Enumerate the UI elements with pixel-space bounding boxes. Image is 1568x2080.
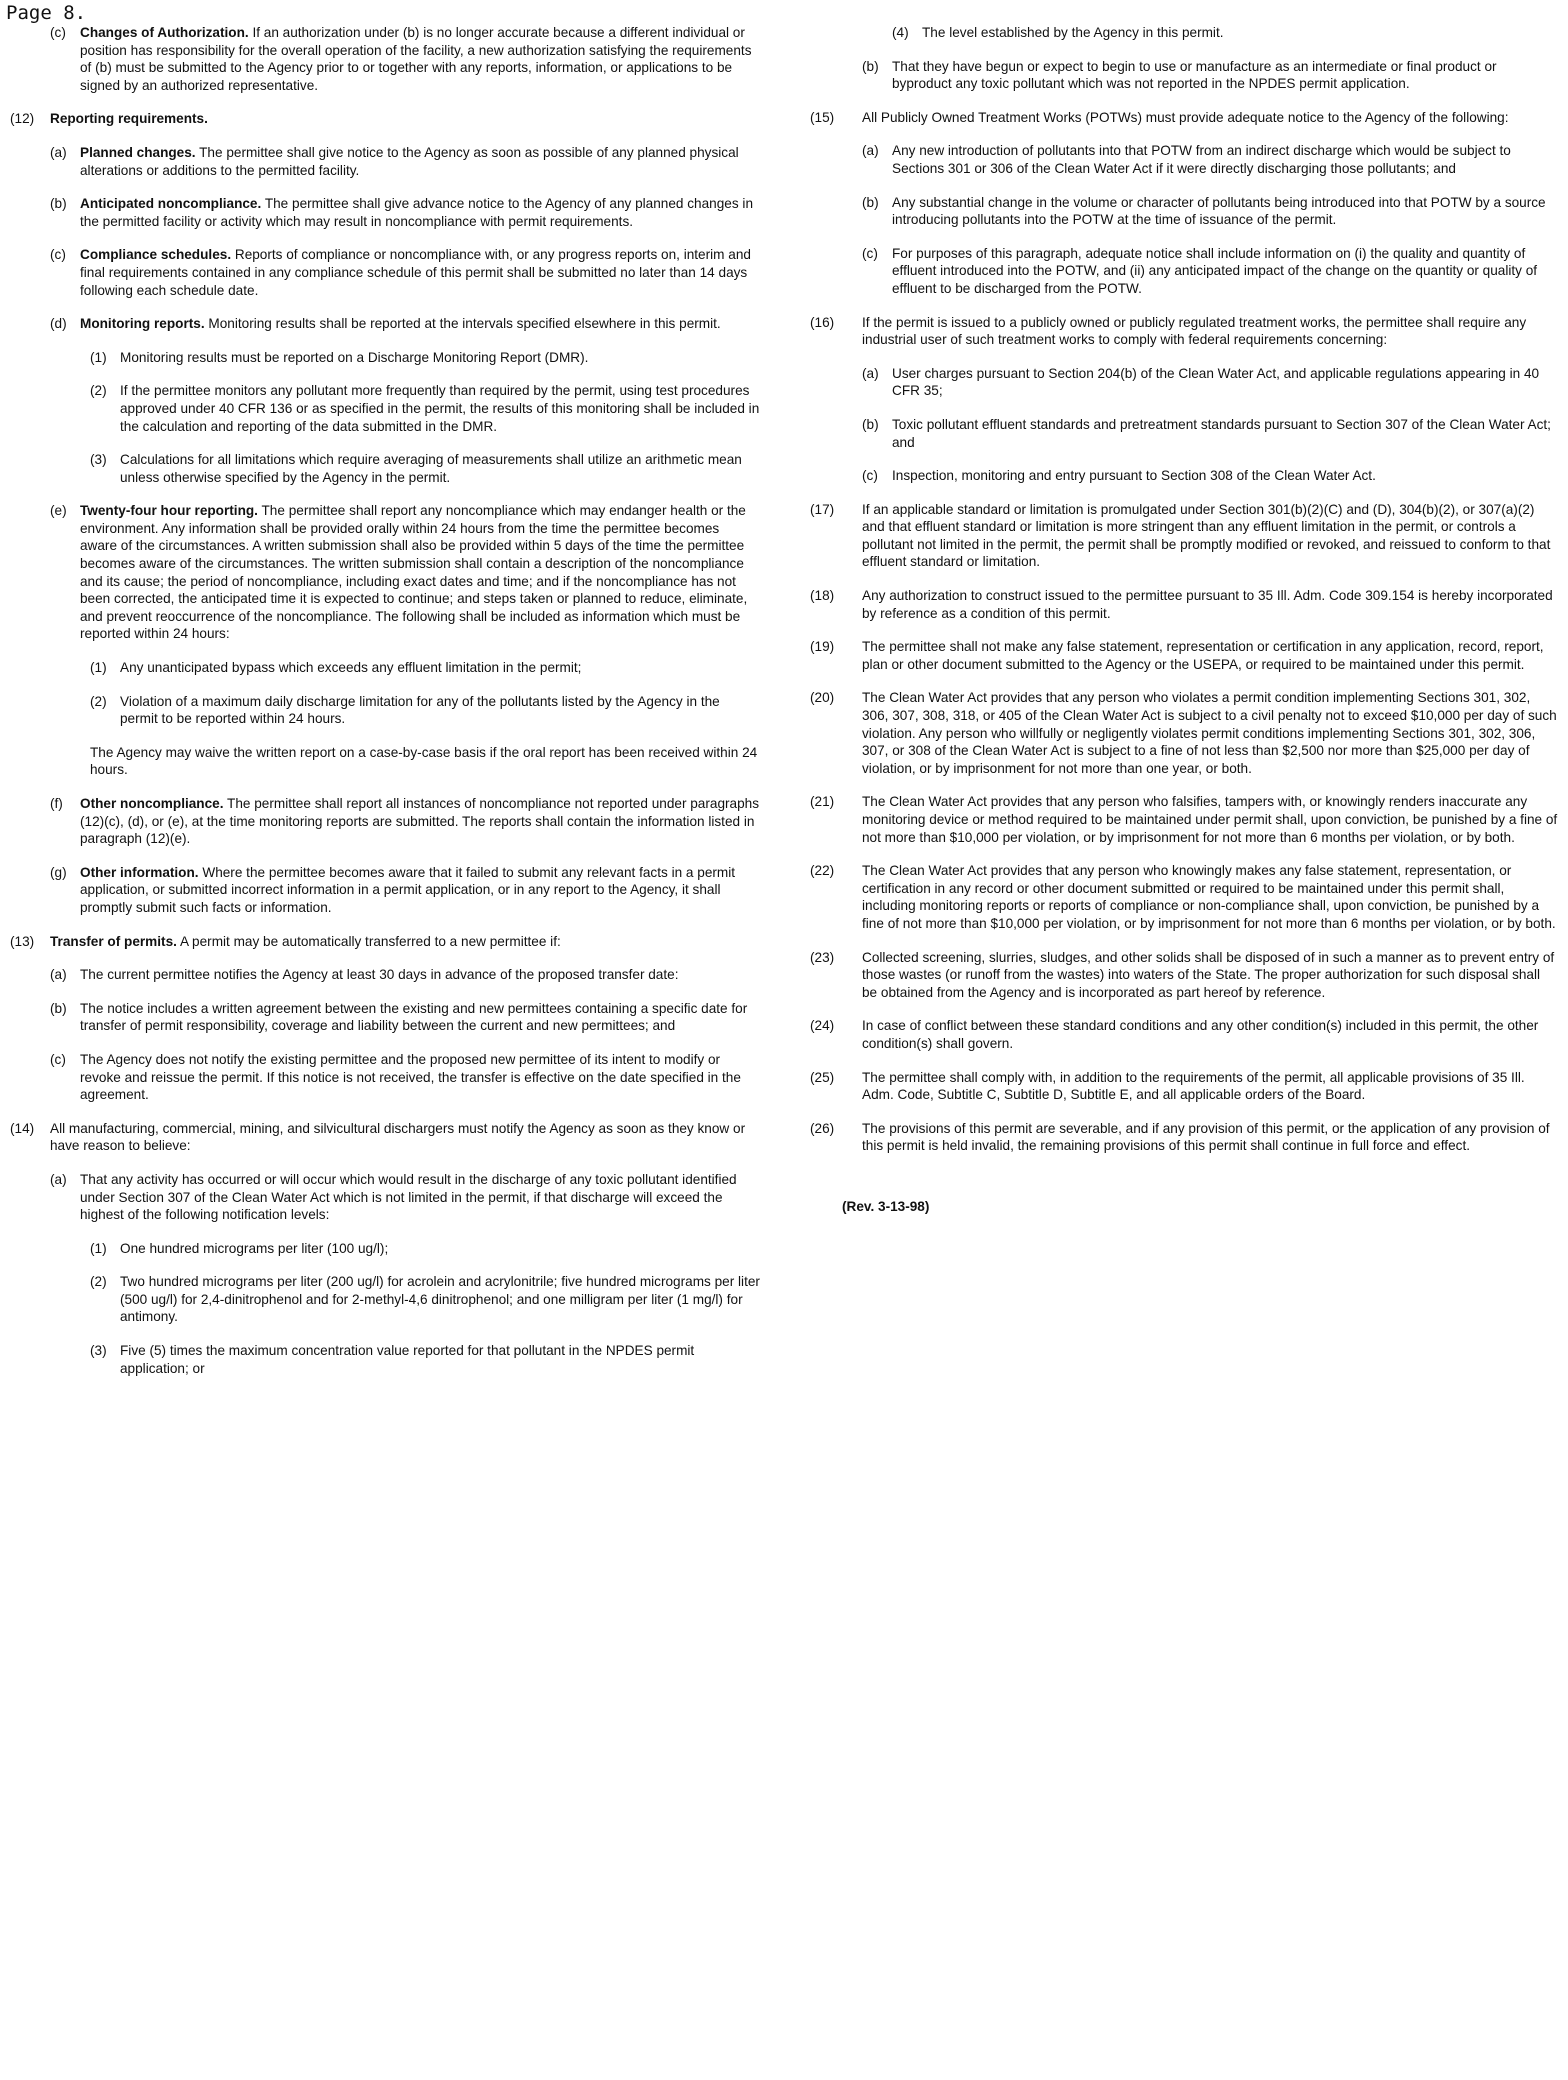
item-number: (2) (90, 1274, 107, 1290)
section-12b (50, 195, 760, 230)
item-text: That any activity has occurred or will occur which would result in the discharge of any toxic pollutant identified under Section 307 of the Clean Water Act which is not limited in the permit, if that discharge will exceed the highest of the following notification levels: (80, 1171, 737, 1223)
section-20 (810, 689, 1558, 777)
item-text: Toxic pollutant effluent standards and pretreatment standards pursuant to Section 307 of the Clean Water Act; and (892, 416, 1551, 450)
item-number: (23) (810, 949, 835, 965)
item-text: Inspection, monitoring and entry pursuant to Section 308 of the Clean Water Act. (892, 468, 1376, 484)
item-number: (a) (50, 144, 67, 160)
item-text: User charges pursuant to Section 204(b) of the Clean Water Act, and applicable regulations appearing in 40 CFR 35; (892, 365, 1540, 399)
item-heading: Planned changes. (80, 144, 196, 160)
item-number: (a) (50, 967, 67, 983)
item-text: The notice includes a written agreement between the existing and new permittees containing a specific date for transfer of permit responsibility, coverage and liability between the current and new permittees; and (80, 1000, 748, 1034)
section-12f (50, 795, 760, 848)
item-number: (19) (810, 639, 835, 655)
item-number: (a) (862, 365, 879, 381)
section-23 (810, 949, 1558, 1002)
section-12e-waiver (90, 744, 760, 779)
item-number: (21) (810, 794, 835, 810)
item-heading: Compliance schedules. (80, 247, 232, 263)
item-text: The Agency does not notify the existing permittee and the proposed new permittee of its intent to modify or revoke and reissue the permit. If this notice is not received, the transfer is effective on the date specified in the agreement. (80, 1051, 741, 1103)
item-number: (4) (892, 25, 909, 40)
item-text: The provisions of this permit are severable, and if any provision of this permit, or the application of any provision of this permit is held invalid, the remaining provisions of this permit shall continue in full force and effect. (862, 1120, 1550, 1154)
item-text: Monitoring results must be reported on a Discharge Monitoring Report (DMR). (120, 349, 589, 365)
item-text: The permittee shall give notice to the Agency as soon as possible of any planned physical alterations or additions to the permitted facility. (80, 144, 739, 178)
section-18 (810, 587, 1558, 622)
item-text: Any new introduction of pollutants into that POTW from an indirect discharge which would be subject to Sections 301 or 306 of the Clean Water Act if it were directly discharging those pollutants; and (892, 143, 1511, 176)
section-12a (50, 144, 760, 179)
item-number: (2) (90, 693, 107, 709)
item-text: The permittee shall report any noncompliance which may endanger health or the environment. Any information shall be provided orally within 24 hours from the time the permittee becomes aware of the circumstances. A written submission shall also be provided within 5 days of the time the permittee becomes aware of the circumstances. The written submission shall contain a description of the noncompliance and its cause; the period of noncompliance, including exact dates and time; and if the noncompliance has not been corrected, the anticipated time it is expected to continue; and steps taken or planned to reduce, eliminate, and prevent reoccurrence of the noncompliance. The following shall be included as information which must be reported within 24 hours: (80, 503, 748, 642)
section-25 (810, 1069, 1558, 1104)
section-22 (810, 862, 1558, 932)
section-12e1 (90, 659, 760, 677)
item-text: One hundred micrograms per liter (100 ug/l); (120, 1240, 389, 1256)
item-heading: Changes of Authorization. (80, 25, 249, 40)
item-heading: Twenty-four hour reporting. (80, 503, 258, 519)
section-c-authorization (50, 24, 760, 94)
item-number: (a) (862, 143, 879, 159)
section-12e2 (90, 693, 760, 728)
section-26 (810, 1120, 1558, 1155)
item-number: (16) (810, 314, 835, 330)
item-text: For purposes of this paragraph, adequate notice shall include information on (i) the quality and quantity of effluent introduced into the POTW, and (ii) any anticipated impact of the change on the quantity or quality of effluent to be discharged from the POTW. (892, 245, 1538, 296)
item-number: (20) (810, 690, 835, 706)
item-text: The Clean Water Act provides that any person who violates a permit condition implementing Sections 301, 302, 306, 307, 308, 318, or 405 of the Clean Water Act is subject to a civil penalty not to exceed $10,000 per day of such violation. Any person who willfully or negligently violates permit conditions implementing Sections 301, 302, 306, 307, or 308 of the Clean Water Act is subject to a fine of not less than $2,500 nor more than $25,000 per day of violation, or by imprisonment for not more than one year, or both. (862, 690, 1557, 776)
item-text: The Clean Water Act provides that any person who falsifies, tampers with, or knowingly renders inaccurate any monitoring device or method required to be maintained under permit shall, upon conviction, be punished by a fine of not more than $10,000 per violation, or by imprisonment for not more than 6 months per violation, or by both. (862, 794, 1558, 845)
section-12d (50, 315, 760, 333)
item-number: (17) (810, 501, 835, 517)
item-number: (c) (862, 245, 878, 261)
section-15 (810, 109, 1558, 127)
left-column (10, 24, 760, 1377)
section-14b (862, 58, 1558, 93)
section-24 (810, 1017, 1558, 1052)
item-text: If an applicable standard or limitation is promulgated under Section 301(b)(2)(C) and (D), 304(b)(2), or 307(a)(2) and that effluent standard or limitation is more stringent than any effluent limitation in the permit, or controls a pollutant not limited in the permit, the permit shall be promptly modified or revoked, and reissued to conform to that effluent standard or limitation. (862, 501, 1551, 570)
section-12g (50, 864, 760, 917)
section-13b (50, 1000, 760, 1035)
item-text: In case of conflict between these standard conditions and any other condition(s) included in this permit, the other condition(s) shall govern. (862, 1018, 1539, 1051)
section-13c (50, 1051, 760, 1104)
section-12e (50, 502, 760, 643)
item-text: Five (5) times the maximum concentration value reported for that pollutant in the NPDES permit application; or (120, 1343, 695, 1376)
item-number: (24) (810, 1018, 835, 1034)
item-text: A permit may be automatically transferred to a new permittee if: (179, 933, 561, 949)
item-text: The Clean Water Act provides that any person who knowingly makes any false statement, representation, or certification in any record or other document submitted or required to be maintained under this permit shall, including monitoring reports or reports of compliance or non-compliance shall, upon conviction, be punished by a fine of not more than $10,000 per violation, or by imprisonment for not more than 6 months per violation, or by both. (862, 863, 1556, 931)
item-number: (c) (50, 25, 66, 40)
item-text: Any substantial change in the volume or character of pollutants being introduced into that POTW by a source introducing pollutants into the POTW at the time of issuance of the permit. (892, 194, 1546, 228)
item-heading: Other information. (80, 864, 199, 880)
item-text: All Publicly Owned Treatment Works (POTWs) must provide adequate notice to the Agency of the following: (862, 109, 1509, 125)
item-number: (e) (50, 503, 67, 519)
item-number: (g) (50, 864, 67, 880)
item-number: (14) (10, 1120, 35, 1136)
section-14a1 (90, 1240, 760, 1258)
item-text: All manufacturing, commercial, mining, and silvicultural dischargers must notify the Agency as soon as they know or have reason to believe: (50, 1120, 746, 1154)
item-number: (c) (862, 468, 878, 484)
item-heading: Monitoring reports. (80, 316, 205, 332)
section-13 (10, 933, 760, 951)
item-number: (f) (50, 796, 63, 811)
item-text: If an authorization under (b) is no longer accurate because a different individual or position has responsibility for the overall operation of the facility, a new authorization satisfying the requirements of (b) must be submitted to the Agency prior to or together with any reports, information, or applications to be signed by an authorized representative. (80, 25, 752, 93)
section-21 (810, 793, 1558, 846)
section-14 (10, 1120, 760, 1155)
item-number: (13) (10, 933, 35, 949)
item-number: (c) (50, 247, 66, 263)
section-19 (810, 638, 1558, 673)
item-text: Calculations for all limitations which require averaging of measurements shall utilize an arithmetic mean unless otherwise specified by the Agency in the permit. (120, 452, 742, 485)
section-16c (862, 467, 1558, 485)
item-number: (3) (90, 452, 107, 468)
item-text: That they have begun or expect to begin to use or manufacture as an intermediate or final product or byproduct any toxic pollutant which was not reported in the NPDES permit application. (892, 58, 1497, 92)
item-text: The level established by the Agency in this permit. (922, 25, 1224, 40)
section-12d3 (90, 451, 760, 486)
item-heading: Transfer of permits. (50, 933, 177, 949)
item-text: The Agency may waive the written report on a case-by-case basis if the oral report has been received within 24 hours. (90, 744, 758, 778)
item-number: (a) (50, 1171, 67, 1187)
section-12c (50, 246, 760, 299)
item-number: (12) (10, 111, 35, 127)
item-number: (15) (810, 109, 835, 125)
item-number: (22) (810, 863, 835, 879)
item-text: Monitoring results shall be reported at the intervals specified elsewhere in this permit. (208, 316, 721, 332)
section-16a (862, 365, 1558, 400)
item-number: (b) (50, 196, 67, 212)
section-12d2 (90, 382, 760, 435)
item-heading: Reporting requirements. (50, 111, 208, 127)
item-text: If the permit is issued to a publicly owned or publicly regulated treatment works, the permittee shall require any industrial user of such treatment works to comply with federal requirements concerning: (862, 314, 1527, 348)
item-text: Collected screening, slurries, sludges, and other solids shall be disposed of in such a manner as to prevent entry of those wastes (or runoff from the wastes) into waters of the State. The proper authorization for such disposal shall be obtained from the Agency and is incorporated as part hereof by reference. (862, 949, 1555, 1000)
section-16 (810, 314, 1558, 349)
item-number: (b) (862, 58, 879, 74)
section-17 (810, 501, 1558, 571)
section-15c (862, 245, 1558, 298)
revision-date: (Rev. 3-13-98) (842, 1198, 930, 1214)
item-number: (1) (90, 349, 107, 365)
section-14a2 (90, 1273, 760, 1326)
section-13a (50, 966, 760, 984)
item-text: Two hundred micrograms per liter (200 ug/l) for acrolein and acrylonitrile; five hundred micrograms per liter (500 ug/l) for 2,4-dinitrophenol and for 2-methyl-4,6 dinitrophenol; and one milligram per liter (1 mg/l) for antimony. (120, 1274, 760, 1325)
item-heading: Other noncompliance. (80, 796, 224, 811)
page-label: Page 8. (6, 2, 87, 24)
item-text: The permittee shall comply with, in addition to the requirements of the permit, all applicable provisions of 35 Ill. Adm. Code, Subtitle C, Subtitle D, Subtitle E, and all applicable orders of the Board. (862, 1069, 1525, 1103)
item-text: Any unanticipated bypass which exceeds any effluent limitation in the permit; (120, 660, 582, 676)
item-text: If the permittee monitors any pollutant more frequently than required by the permit, using test procedures approved under 40 CFR 136 or as specified in the permit, the results of this monitoring shall be included in the calculation and reporting of the data submitted in the DMR. (120, 383, 760, 434)
item-number: (b) (862, 194, 879, 210)
item-number: (1) (90, 1240, 107, 1256)
section-12-header (10, 110, 760, 128)
right-column (810, 24, 1558, 1214)
item-text: The permittee shall give advance notice to the Agency of any planned changes in the permitted facility or activity which may result in noncompliance with permit requirements. (80, 196, 753, 229)
item-number: (b) (862, 416, 879, 432)
item-number: (b) (50, 1000, 67, 1016)
item-text: Violation of a maximum daily discharge limitation for any of the pollutants listed by the Agency in the permit to be reported within 24 hours. (120, 693, 720, 727)
section-15a (862, 142, 1558, 177)
section-14a (50, 1171, 760, 1224)
item-heading: Anticipated noncompliance. (80, 196, 262, 212)
item-text: Where the permittee becomes aware that it failed to submit any relevant facts in a permit application, or submitted incorrect information in a permit application, or in any report to the Agency, it shall promptly submit such facts or information. (80, 864, 736, 915)
item-number: (25) (810, 1069, 835, 1085)
section-12d1 (90, 349, 760, 367)
item-text: Any authorization to construct issued to the permittee pursuant to 35 Ill. Adm. Code 309.154 is hereby incorporated by reference as a condition of this permit. (862, 588, 1553, 621)
item-number: (18) (810, 588, 835, 604)
item-number: (3) (90, 1343, 107, 1359)
section-16b (862, 416, 1558, 451)
item-text: The permittee shall report all instances of noncompliance not reported under paragraphs (12)(c), (d), or (e), at the time monitoring reports are submitted. The reports shall contain the information listed in paragraph (12)(e). (80, 796, 760, 847)
item-text: Reports of compliance or noncompliance with, or any progress reports on, interim and final requirements contained in any compliance schedule of this permit shall be submitted no later than 14 days following each schedule date. (80, 247, 751, 298)
item-number: (26) (810, 1120, 835, 1136)
section-14a3 (90, 1342, 760, 1377)
item-number: (1) (90, 660, 107, 676)
section-14a4 (892, 24, 1558, 42)
item-number: (2) (90, 383, 107, 399)
item-text: The current permittee notifies the Agency at least 30 days in advance of the proposed transfer date: (80, 967, 679, 983)
item-text: The permittee shall not make any false statement, representation or certification in any application, record, report, plan or other document submitted to the Agency or the USEPA, or required to be maintained under this permit. (862, 639, 1544, 672)
item-number: (c) (50, 1051, 66, 1067)
section-15b (862, 194, 1558, 229)
item-number: (d) (50, 316, 67, 332)
